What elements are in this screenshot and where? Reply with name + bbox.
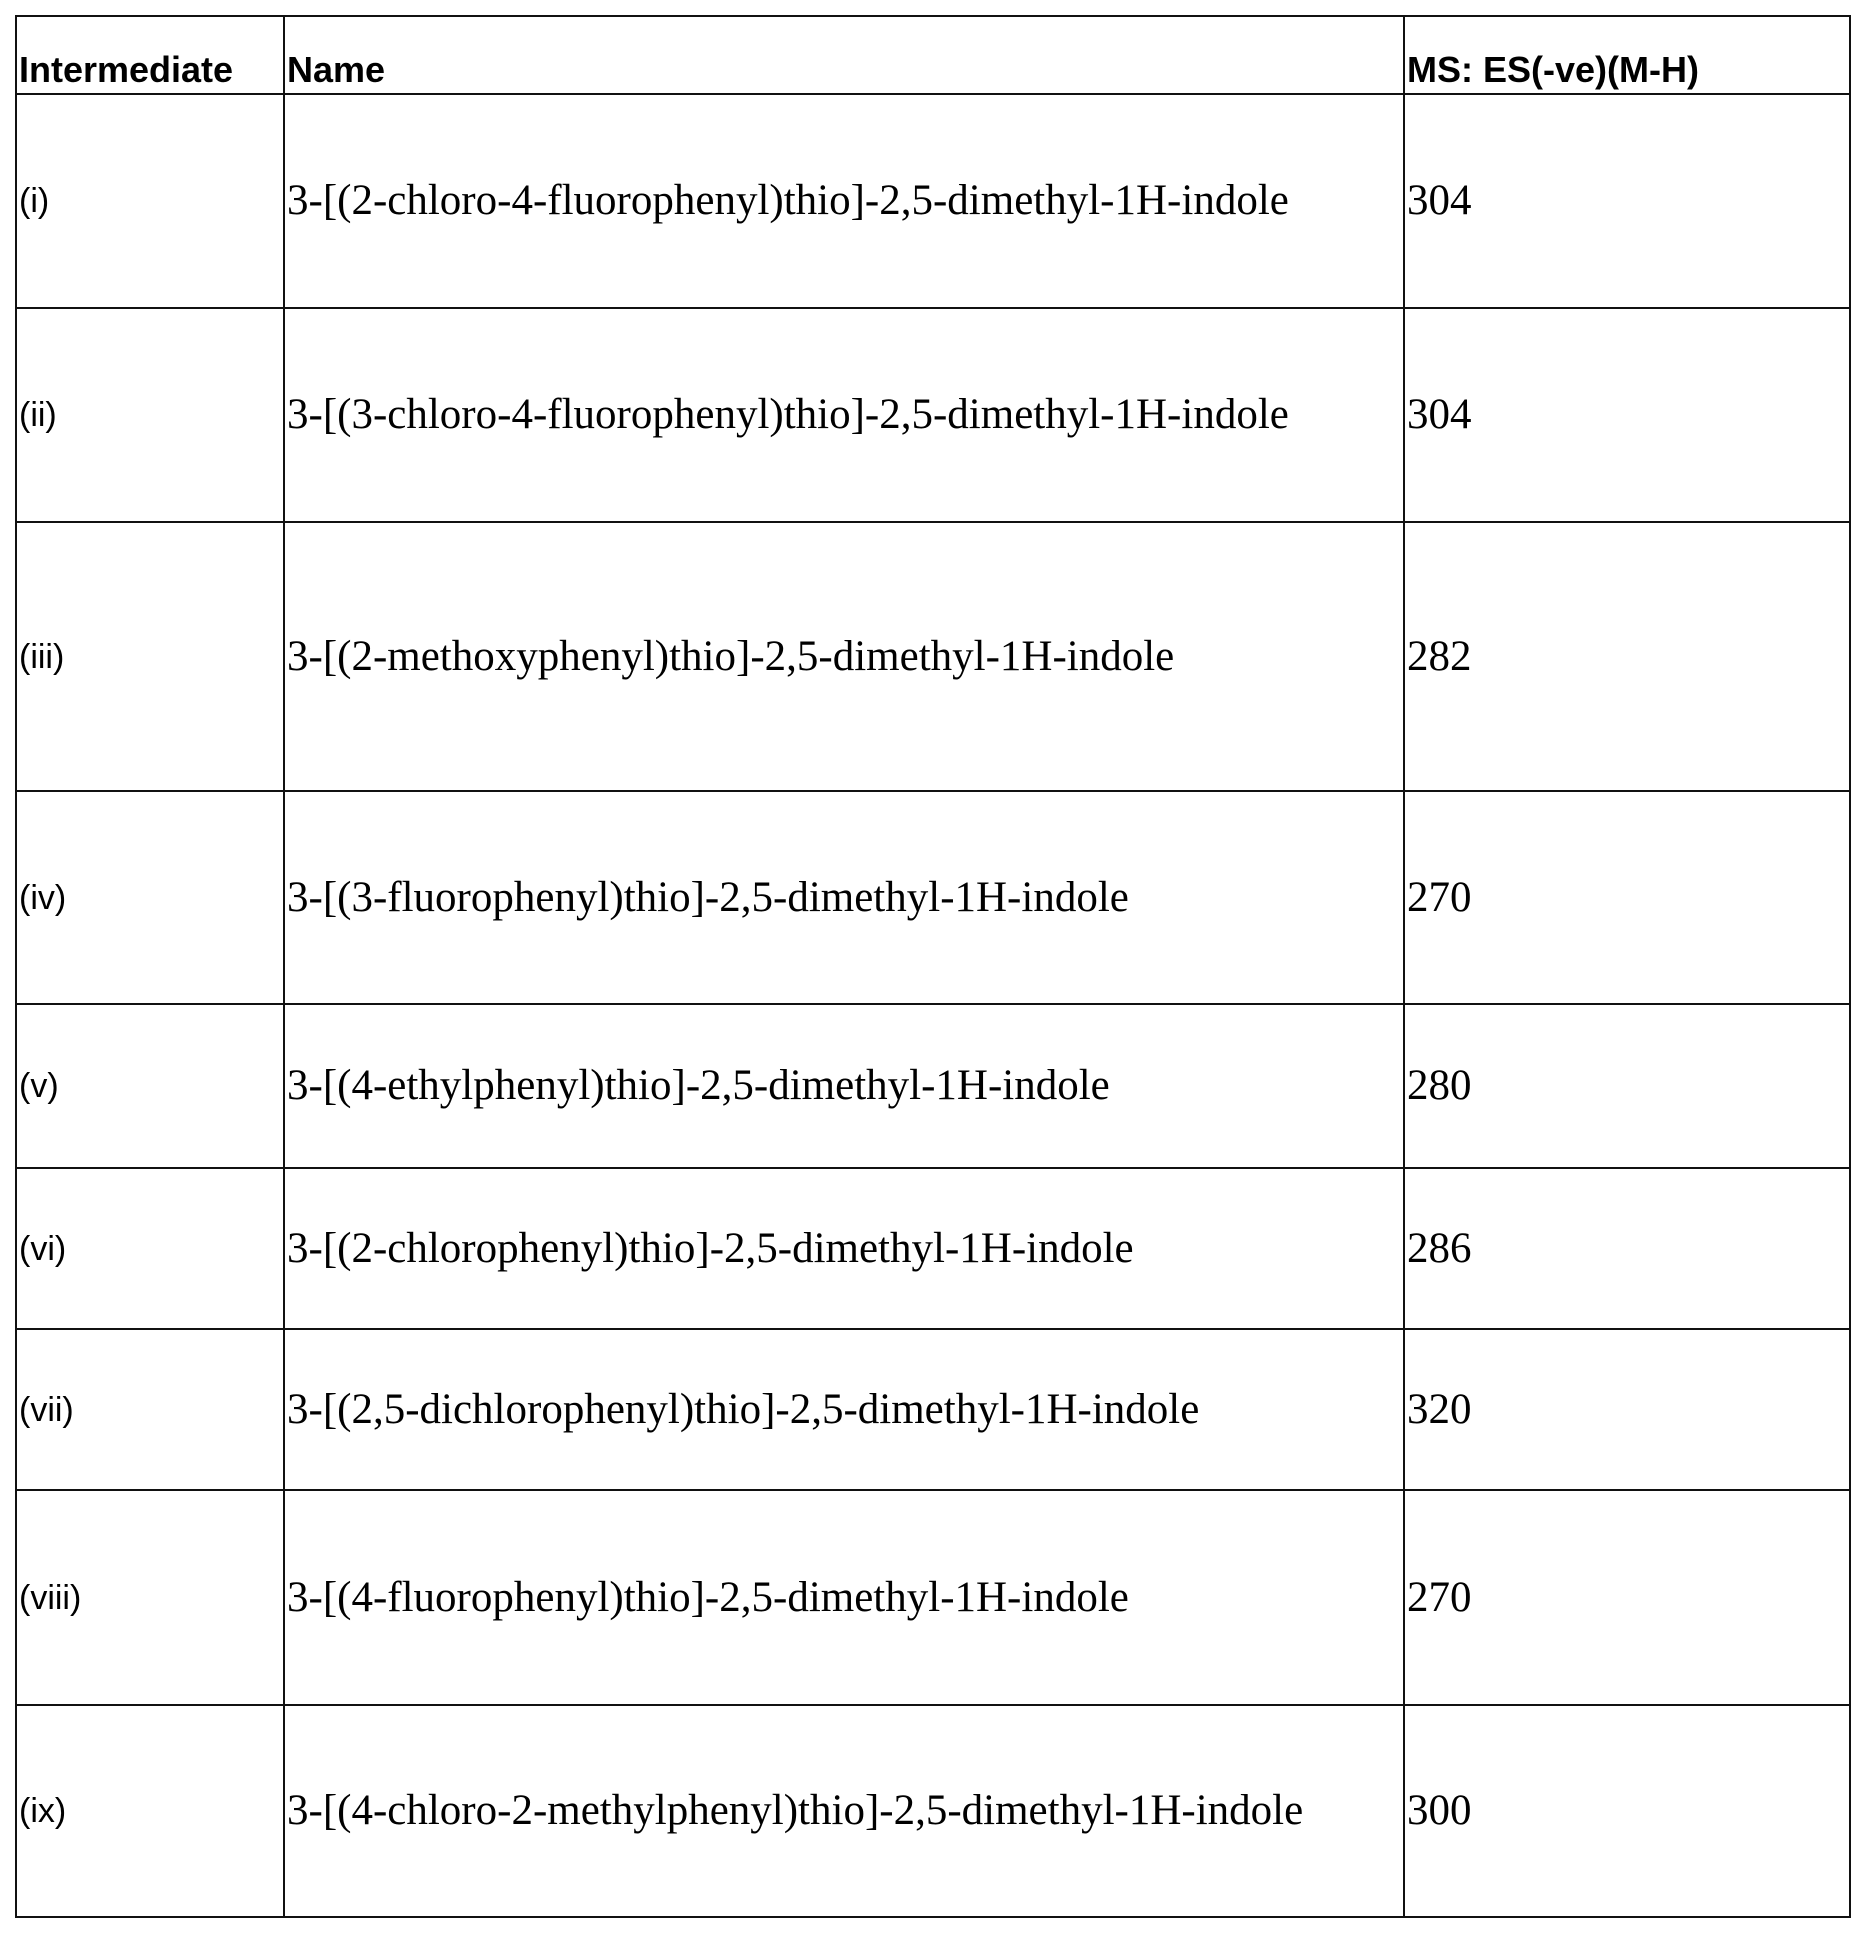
intermediate-cell: (iii) xyxy=(16,522,284,791)
ms-cell: 304 xyxy=(1404,94,1850,308)
table-row xyxy=(16,1705,1850,1917)
intermediate-cell: (v) xyxy=(16,1004,284,1168)
name-cell: 3-[(2-chloro-4-fluorophenyl)thio]-2,5-dimethyl-1H-indole xyxy=(284,94,1404,308)
table-row xyxy=(16,94,1850,308)
intermediate-cell: (viii) xyxy=(16,1490,284,1705)
header-ms: MS: ES(-ve)(M-H) xyxy=(1404,16,1850,94)
name-cell: 3-[(4-chloro-2-methylphenyl)thio]-2,5-dimethyl-1H-indole xyxy=(284,1705,1404,1917)
table-row xyxy=(16,1004,1850,1168)
table-row xyxy=(16,791,1850,1004)
table-row xyxy=(16,308,1850,522)
intermediate-cell: (vi) xyxy=(16,1168,284,1329)
intermediates-table xyxy=(15,15,1851,1918)
intermediate-cell: (iv) xyxy=(16,791,284,1004)
name-cell: 3-[(3-fluorophenyl)thio]-2,5-dimethyl-1H-indole xyxy=(284,791,1404,1004)
intermediate-cell: (vii) xyxy=(16,1329,284,1490)
intermediate-cell: (ix) xyxy=(16,1705,284,1917)
ms-cell: 280 xyxy=(1404,1004,1850,1168)
ms-cell: 282 xyxy=(1404,522,1850,791)
ms-cell: 320 xyxy=(1404,1329,1850,1490)
header-intermediate: Intermediate xyxy=(16,16,284,94)
intermediate-cell: (ii) xyxy=(16,308,284,522)
table-row xyxy=(16,522,1850,791)
name-cell: 3-[(3-chloro-4-fluorophenyl)thio]-2,5-dimethyl-1H-indole xyxy=(284,308,1404,522)
ms-cell: 270 xyxy=(1404,1490,1850,1705)
name-cell: 3-[(2-chlorophenyl)thio]-2,5-dimethyl-1H-indole xyxy=(284,1168,1404,1329)
table-row xyxy=(16,1329,1850,1490)
name-cell: 3-[(4-fluorophenyl)thio]-2,5-dimethyl-1H-indole xyxy=(284,1490,1404,1705)
table-row xyxy=(16,1490,1850,1705)
header-name: Name xyxy=(284,16,1404,94)
ms-cell: 270 xyxy=(1404,791,1850,1004)
header-row xyxy=(16,16,1850,94)
ms-cell: 300 xyxy=(1404,1705,1850,1917)
table-row xyxy=(16,1168,1850,1329)
name-cell: 3-[(2-methoxyphenyl)thio]-2,5-dimethyl-1H-indole xyxy=(284,522,1404,791)
intermediate-cell: (i) xyxy=(16,94,284,308)
ms-cell: 286 xyxy=(1404,1168,1850,1329)
ms-cell: 304 xyxy=(1404,308,1850,522)
name-cell: 3-[(4-ethylphenyl)thio]-2,5-dimethyl-1H-indole xyxy=(284,1004,1404,1168)
name-cell: 3-[(2,5-dichlorophenyl)thio]-2,5-dimethyl-1H-indole xyxy=(284,1329,1404,1490)
